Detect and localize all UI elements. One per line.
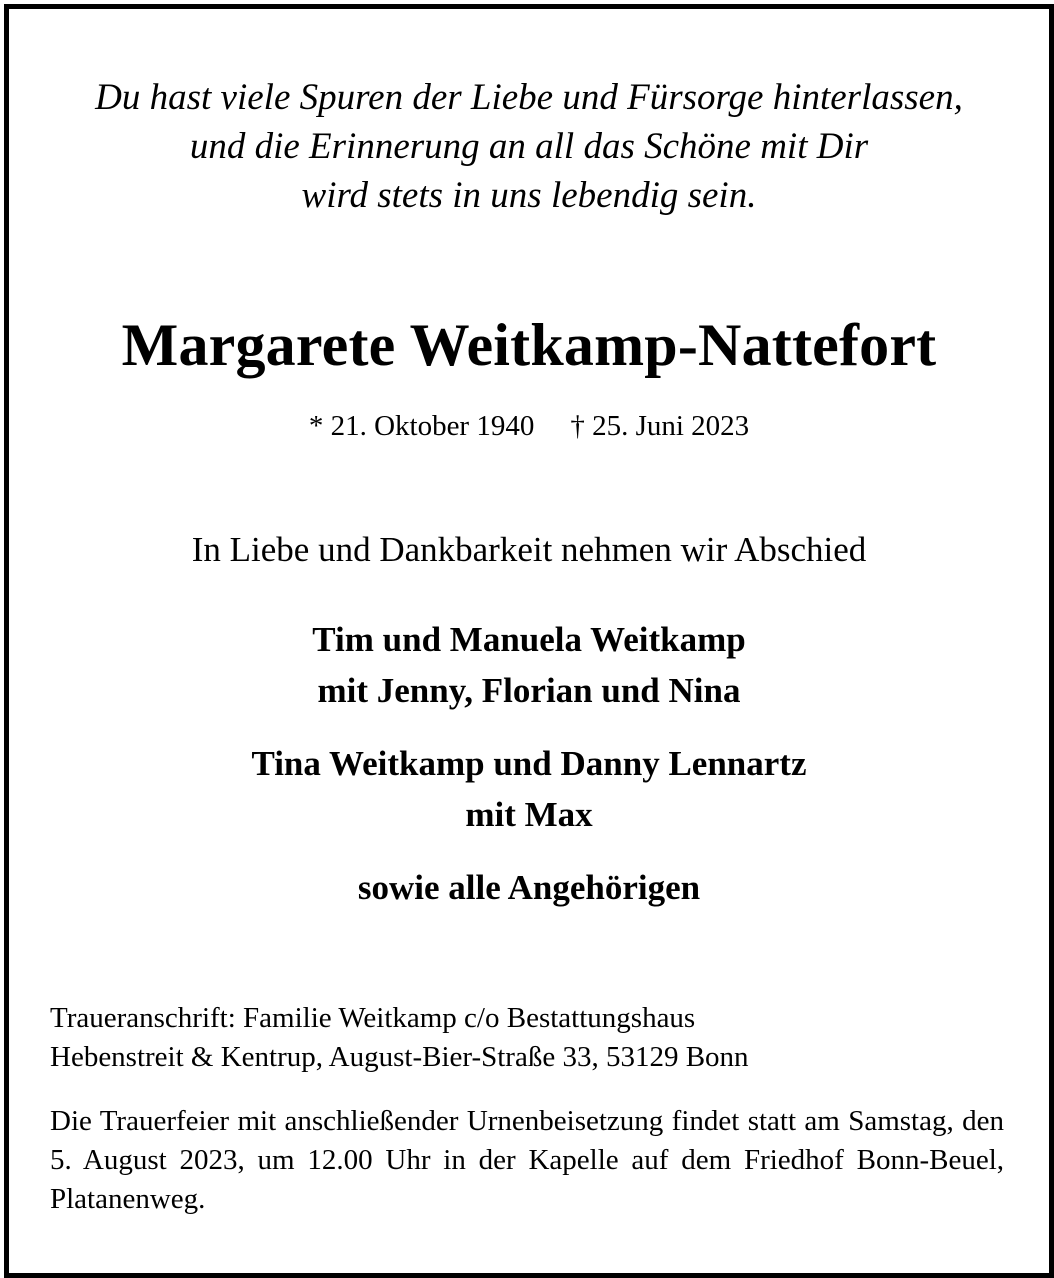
obituary-frame: [4, 4, 1054, 1278]
quote-line-1: Du hast viele Spuren der Liebe und Fürsorge hinterlassen,: [95, 77, 963, 118]
mourner-group-1-line-2: mit Jenny, Florian und Nina: [317, 671, 741, 710]
memorial-quote: [9, 73, 1049, 220]
mourner-group-3: [9, 862, 1049, 913]
ceremony-notice: Die Trauerfeier mit anschließender Urnenbeisetzung findet statt am Samstag, den 5. August 2023, um 12.00 Uhr in der Kapelle auf dem Friedhof Bonn-Beuel, Platanenweg.: [50, 1105, 1004, 1215]
quote-line-2: und die Erinnerung an all das Schöne mit Dir: [189, 126, 869, 167]
farewell-line: In Liebe und Dankbarkeit nehmen wir Abschied: [191, 530, 867, 569]
mourner-group-1: [9, 614, 1049, 716]
mourner-group-2: [9, 738, 1049, 840]
mourner-group-3-line-1: sowie alle Angehörigen: [357, 868, 701, 907]
address-line-1: Traueranschrift: Familie Weitkamp c/o Bestattungshaus: [50, 1002, 696, 1034]
quote-line-3: wird stets in uns lebendig sein.: [301, 175, 757, 216]
death-date: † 25. Juni 2023: [570, 410, 750, 442]
birth-date: * 21. Oktober 1940: [308, 410, 535, 442]
mourner-group-1-line-1: Tim und Manuela Weitkamp: [312, 620, 746, 659]
mourning-address: [50, 999, 1004, 1077]
mourner-group-2-line-1: Tina Weitkamp und Danny Lennartz: [251, 744, 807, 783]
address-line-2: Hebenstreit & Kentrup, August-Bier-Straße 33, 53129 Bonn: [50, 1041, 749, 1073]
deceased-name: Margarete Weitkamp-Nattefort: [121, 312, 937, 378]
mourner-group-2-line-2: mit Max: [465, 795, 593, 834]
life-dates: [9, 406, 1049, 446]
